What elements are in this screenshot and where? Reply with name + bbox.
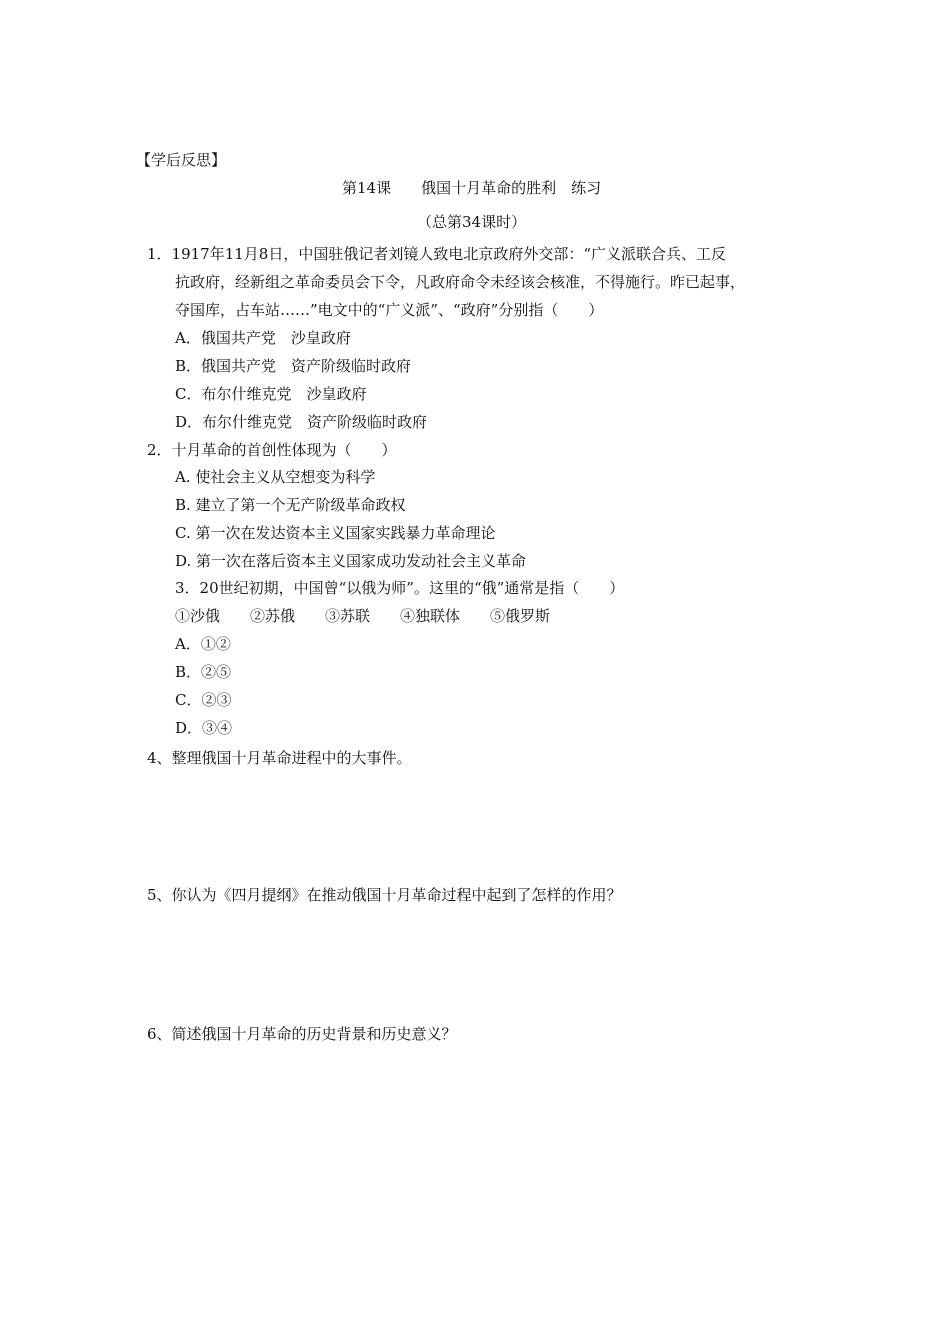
question-3-option-a: A．①②	[175, 635, 231, 653]
question-1-option-d: D．布尔什维克党 资产阶级临时政府	[175, 413, 428, 431]
question-2-option-a: A. 使社会主义从空想变为科学	[175, 468, 376, 486]
question-2-option-b: B. 建立了第一个无产阶级革命政权	[175, 496, 406, 514]
question-1-option-c: C．布尔什维克党 沙皇政府	[175, 385, 367, 403]
question-1-option-b: B．俄国共产党 资产阶级临时政府	[175, 357, 412, 375]
question-5: 5、你认为《四月提纲》在推动俄国十月革命过程中起到了怎样的作用？	[147, 886, 622, 904]
question-3-option-b: B．②⑤	[175, 663, 232, 681]
page-subtitle: （总第34课时）	[417, 213, 527, 231]
question-3-items: ①沙俄 ②苏俄 ③苏联 ④独联体 ⑤俄罗斯	[175, 607, 551, 625]
reflection-heading: 【学后反思】	[136, 151, 227, 169]
question-1-option-a: A．俄国共产党 沙皇政府	[175, 329, 351, 347]
page-title: 第14课 俄国十月革命的胜利 练习	[342, 179, 602, 197]
question-2-option-c: C. 第一次在发达资本主义国家实践暴力革命理论	[175, 524, 496, 542]
question-2-option-d: D. 第一次在落后资本主义国家成功发动社会主义革命	[175, 552, 527, 570]
question-4: 4、整理俄国十月革命进程中的大事件。	[147, 749, 412, 767]
question-3-stem: 3．20世纪初期，中国曾“以俄为师”。这里的“俄”通常是指（ ）	[175, 579, 625, 597]
question-1-line-2: 抗政府，经新组之革命委员会下令，凡政府命令未经该会核准，不得施行。昨已起事，	[175, 273, 746, 291]
question-6: 6、简述俄国十月革命的历史背景和历史意义？	[147, 1025, 457, 1043]
question-1-line-3: 夺国库，占车站……”电文中的“广义派”、“政府”分别指（ ）	[175, 301, 604, 319]
question-3-option-c: C．②③	[175, 691, 232, 709]
question-2-stem: 2．十月革命的首创性体现为（ ）	[147, 441, 397, 459]
question-3-option-d: D．③④	[175, 719, 233, 737]
question-1-line-1: 1．1917年11月8日，中国驻俄记者刘镜人致电北京政府外交部：“广义派联合兵、工反	[147, 245, 727, 263]
